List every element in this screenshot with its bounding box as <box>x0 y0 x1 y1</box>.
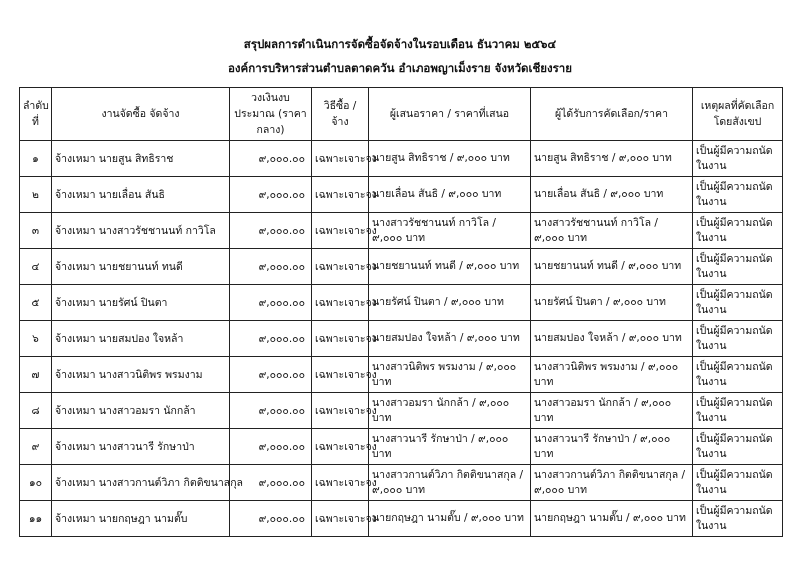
table-row <box>20 249 783 285</box>
cell-budget: ๙,๐๐๐.๐๐ <box>230 177 312 213</box>
cell-reason: เป็นผู้มีความถนัดในงาน <box>693 141 783 177</box>
cell-bidder: นางสาวอมรา นักกล้า / ๙,๐๐๐ บาท <box>369 393 531 429</box>
cell-no: ๑ <box>20 141 52 177</box>
table-header-row <box>20 88 783 141</box>
cell-bidder: นายสมปอง ใจหล้า / ๙,๐๐๐ บาท <box>369 321 531 357</box>
procurement-table <box>19 87 783 537</box>
cell-method: เฉพาะเจาะจง <box>312 501 369 537</box>
cell-selected: นายรัศน์ ปินตา / ๙,๐๐๐ บาท <box>531 285 693 321</box>
cell-no: ๕ <box>20 285 52 321</box>
col-header-no: ลำดับที่ <box>20 88 52 141</box>
cell-selected: นายเลื่อน สันธิ / ๙,๐๐๐ บาท <box>531 177 693 213</box>
cell-no: ๓ <box>20 213 52 249</box>
cell-method: เฉพาะเจาะจง <box>312 465 369 501</box>
cell-item: จ้างเหมา นายสมปอง ใจหล้า <box>52 321 230 357</box>
cell-budget: ๙,๐๐๐.๐๐ <box>230 249 312 285</box>
cell-no: ๔ <box>20 249 52 285</box>
cell-selected: นางสาวนิติพร พรมงาม / ๙,๐๐๐ บาท <box>531 357 693 393</box>
cell-bidder: นายกฤษฎา นามตั๊บ / ๙,๐๐๐ บาท <box>369 501 531 537</box>
cell-no: ๒ <box>20 177 52 213</box>
cell-reason: เป็นผู้มีความถนัดในงาน <box>693 177 783 213</box>
cell-budget: ๙,๐๐๐.๐๐ <box>230 285 312 321</box>
cell-budget: ๙,๐๐๐.๐๐ <box>230 213 312 249</box>
cell-item: จ้างเหมา นางสาวอมรา นักกล้า <box>52 393 230 429</box>
cell-selected: นายสมปอง ใจหล้า / ๙,๐๐๐ บาท <box>531 321 693 357</box>
cell-reason: เป็นผู้มีความถนัดในงาน <box>693 465 783 501</box>
cell-method: เฉพาะเจาะจง <box>312 249 369 285</box>
cell-bidder: นายชยานนท์ ทนดี / ๙,๐๐๐ บาท <box>369 249 531 285</box>
cell-selected: นางสาวอมรา นักกล้า / ๙,๐๐๐ บาท <box>531 393 693 429</box>
cell-bidder: นายสูน สิทธิราช / ๙,๐๐๐ บาท <box>369 141 531 177</box>
table-row <box>20 465 783 501</box>
cell-bidder: นางสาวนิติพร พรมงาม / ๙,๐๐๐ บาท <box>369 357 531 393</box>
table-row <box>20 429 783 465</box>
col-header-item: งานจัดซื้อ จัดจ้าง <box>52 88 230 141</box>
cell-no: ๑๑ <box>20 501 52 537</box>
cell-reason: เป็นผู้มีความถนัดในงาน <box>693 393 783 429</box>
cell-reason: เป็นผู้มีความถนัดในงาน <box>693 285 783 321</box>
cell-selected: นายสูน สิทธิราช / ๙,๐๐๐ บาท <box>531 141 693 177</box>
cell-reason: เป็นผู้มีความถนัดในงาน <box>693 357 783 393</box>
cell-item: จ้างเหมา นางสาวนารี รักษาป่า <box>52 429 230 465</box>
cell-reason: เป็นผู้มีความถนัดในงาน <box>693 213 783 249</box>
cell-budget: ๙,๐๐๐.๐๐ <box>230 429 312 465</box>
cell-item: จ้างเหมา นายเลื่อน สันธิ <box>52 177 230 213</box>
cell-bidder: นางสาวนารี รักษาป่า / ๙,๐๐๐ บาท <box>369 429 531 465</box>
cell-selected: นางสาวนารี รักษาป่า / ๙,๐๐๐ บาท <box>531 429 693 465</box>
table-row <box>20 501 783 537</box>
cell-budget: ๙,๐๐๐.๐๐ <box>230 141 312 177</box>
cell-reason: เป็นผู้มีความถนัดในงาน <box>693 321 783 357</box>
cell-budget: ๙,๐๐๐.๐๐ <box>230 393 312 429</box>
cell-selected: นายกฤษฎา นามตั๊บ / ๙,๐๐๐ บาท <box>531 501 693 537</box>
document-title: สรุปผลการดำเนินการจัดซื้อจัดจ้างในรอบเดือน ธันวาคม ๒๕๖๔ <box>243 37 557 51</box>
cell-bidder: นายรัศน์ ปินตา / ๙,๐๐๐ บาท <box>369 285 531 321</box>
cell-method: เฉพาะเจาะจง <box>312 177 369 213</box>
cell-method: เฉพาะเจาะจง <box>312 285 369 321</box>
cell-selected: นางสาวรัชชานนท์ กาวิโล / ๙,๐๐๐ บาท <box>531 213 693 249</box>
cell-budget: ๙,๐๐๐.๐๐ <box>230 501 312 537</box>
cell-item: จ้างเหมา นายกฤษฎา นามตั๊บ <box>52 501 230 537</box>
cell-item: จ้างเหมา นายรัศน์ ปินตา <box>52 285 230 321</box>
col-header-budget: วงเงินงบประมาณ (ราคากลาง) <box>230 88 312 141</box>
cell-no: ๗ <box>20 357 52 393</box>
cell-selected: นางสาวกานต์วิภา กิตติขนาสกุล / ๙,๐๐๐ บาท <box>531 465 693 501</box>
cell-item: จ้างเหมา นางสาวรัชชานนท์ กาวิโล <box>52 213 230 249</box>
cell-method: เฉพาะเจาะจง <box>312 357 369 393</box>
col-header-method: วิธีซื้อ / จ้าง <box>312 88 369 141</box>
table-row <box>20 321 783 357</box>
col-header-bidder: ผู้เสนอราคา / ราคาที่เสนอ <box>369 88 531 141</box>
cell-method: เฉพาะเจาะจง <box>312 393 369 429</box>
cell-item: จ้างเหมา นายสูน สิทธิราช <box>52 141 230 177</box>
cell-no: ๑๐ <box>20 465 52 501</box>
document-subtitle: องค์การบริหารส่วนตำบลตาดควัน อำเภอพญาเม็งราย จังหวัดเชียงราย <box>228 61 572 75</box>
cell-reason: เป็นผู้มีความถนัดในงาน <box>693 249 783 285</box>
cell-budget: ๙,๐๐๐.๐๐ <box>230 465 312 501</box>
table-row <box>20 177 783 213</box>
cell-bidder: นางสาวรัชชานนท์ กาวิโล / ๙,๐๐๐ บาท <box>369 213 531 249</box>
cell-bidder: นางสาวกานต์วิภา กิตติขนาสกุล / ๙,๐๐๐ บาท <box>369 465 531 501</box>
col-header-selected: ผู้ได้รับการคัดเลือก/ราคา <box>531 88 693 141</box>
cell-no: ๖ <box>20 321 52 357</box>
cell-no: ๘ <box>20 393 52 429</box>
cell-no: ๙ <box>20 429 52 465</box>
cell-method: เฉพาะเจาะจง <box>312 321 369 357</box>
table-row <box>20 393 783 429</box>
cell-item: จ้างเหมา นางสาวกานต์วิภา กิตติขนาสกุล <box>52 465 230 501</box>
cell-method: เฉพาะเจาะจง <box>312 213 369 249</box>
col-header-reason: เหตุผลที่คัดเลือกโดยสังเขป <box>693 88 783 141</box>
table-row <box>20 357 783 393</box>
cell-item: จ้างเหมา นางสาวนิติพร พรมงาม <box>52 357 230 393</box>
cell-reason: เป็นผู้มีความถนัดในงาน <box>693 429 783 465</box>
cell-budget: ๙,๐๐๐.๐๐ <box>230 321 312 357</box>
table-row <box>20 141 783 177</box>
cell-bidder: นายเลื่อน สันธิ / ๙,๐๐๐ บาท <box>369 177 531 213</box>
cell-method: เฉพาะเจาะจง <box>312 141 369 177</box>
cell-reason: เป็นผู้มีความถนัดในงาน <box>693 501 783 537</box>
cell-selected: นายชยานนท์ ทนดี / ๙,๐๐๐ บาท <box>531 249 693 285</box>
cell-method: เฉพาะเจาะจง <box>312 429 369 465</box>
cell-item: จ้างเหมา นายชยานนท์ ทนดี <box>52 249 230 285</box>
cell-budget: ๙,๐๐๐.๐๐ <box>230 357 312 393</box>
table-row <box>20 285 783 321</box>
table-row <box>20 213 783 249</box>
